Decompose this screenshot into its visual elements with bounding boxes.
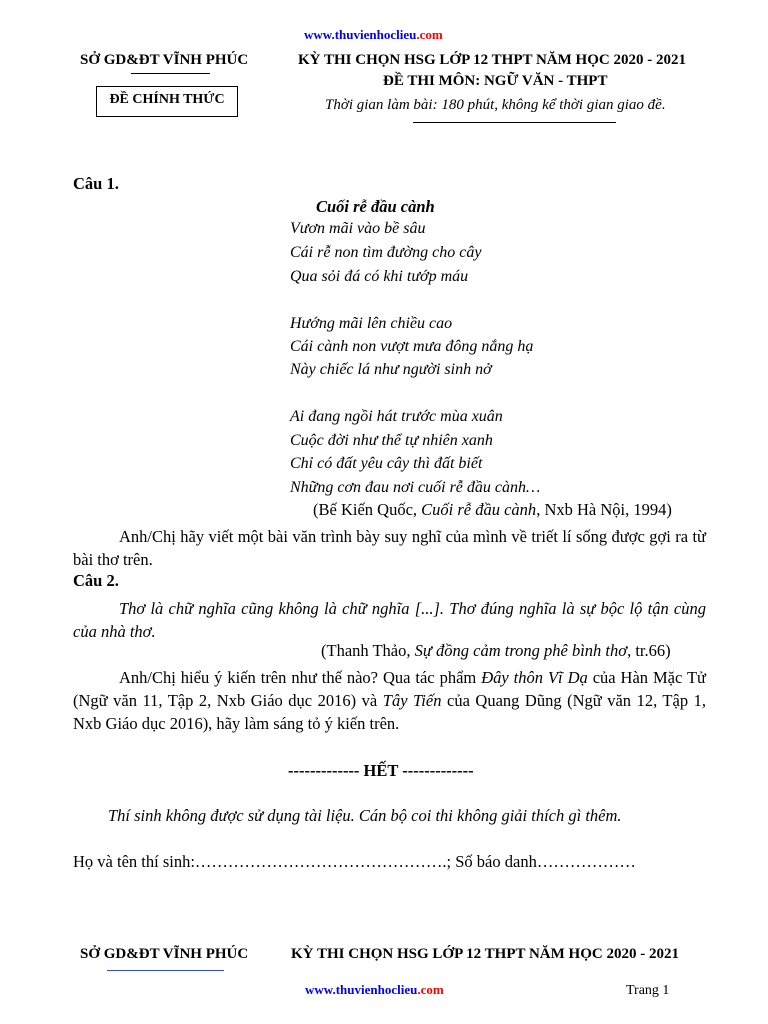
quote-source: [321, 641, 671, 661]
poem-line: Hướng mãi lên chiều cao: [290, 315, 453, 332]
poem-line: Chỉ có đất yêu cây thì đất biết: [290, 455, 483, 472]
poem-line: Qua sỏi đá có khi tướp máu: [290, 268, 469, 285]
poem-source: [313, 500, 672, 520]
poem-title: Cuối rễ đầu cành: [316, 197, 435, 216]
prompt-text: của Quang Dũng (Ngữ văn 12, Tập 1, Nxb Giáo dục 2016), hãy làm sáng tỏ ý kiến trên.: [73, 691, 706, 733]
exam-subject: ĐỀ THI MÔN: NGỮ VĂN - THPT: [383, 73, 608, 89]
source-work: Cuối rễ đầu cành: [421, 500, 537, 519]
work-title: Tây Tiến: [382, 691, 442, 710]
time-note: Thời gian làm bài: 180 phút, không kể thời gian giao đề.: [325, 97, 666, 113]
question-2-prompt: [73, 666, 706, 735]
poem-line: Vươn mãi vào bề sâu: [290, 220, 426, 237]
poem-line: Này chiếc lá như người sinh nở: [290, 361, 492, 378]
work-title: Đây thôn Vĩ Dạ: [481, 668, 588, 687]
question-2-quote: Thơ là chữ nghĩa cũng không là chữ nghĩa [...]. Thơ đúng nghĩa là sự bộc lộ tận cùng của nhà thơ.: [73, 599, 706, 641]
candidate-info-line: Họ và tên thí sinh:……………………………………….; Số báo danh………………: [73, 852, 636, 871]
website-main: www.thuvienhoclieu: [305, 982, 418, 997]
footer-department: SỞ GD&ĐT VĨNH PHÚC: [80, 946, 249, 962]
header-underline: [413, 122, 616, 123]
department-name: SỞ GD&ĐT VĨNH PHÚC: [80, 52, 249, 68]
poem-line: Cái cành non vượt mưa đông nắng hạ: [290, 338, 534, 355]
source-work: Sự đồng cảm trong phê bình thơ: [414, 641, 628, 660]
footer-underline: [107, 970, 224, 971]
poem-line: Ai đang ngồi hát trước mùa xuân: [290, 408, 503, 425]
page-number: Trang 1: [626, 983, 670, 998]
poem-line: Những cơn đau nơi cuối rễ đầu cành…: [290, 479, 541, 496]
official-label: ĐỀ CHÍNH THỨC: [109, 92, 225, 107]
exam-note: Thí sinh không được sử dụng tài liệu. Cán bộ coi thi không giải thích gì thêm.: [108, 806, 622, 825]
source-prefix: (Bế Kiến Quốc,: [313, 500, 422, 519]
question-1-label: Câu 1.: [73, 174, 119, 193]
website-link-top[interactable]: [304, 27, 443, 43]
source-suffix: , tr.66): [627, 641, 671, 660]
source-prefix: (Thanh Thảo,: [321, 641, 415, 660]
end-marker: ------------- HẾT -------------: [288, 761, 474, 780]
website-tld: .com: [417, 982, 444, 997]
website-link-bottom[interactable]: [305, 982, 444, 998]
poem-line: Cái rễ non tìm đường cho cây: [290, 244, 482, 261]
source-suffix: , Nxb Hà Nội, 1994): [536, 500, 672, 519]
prompt-text: Anh/Chị hiểu ý kiến trên như thế nào? Qua tác phẩm: [119, 668, 482, 687]
footer-exam-title: KỲ THI CHỌN HSG LỚP 12 THPT NĂM HỌC 2020 - 2021: [291, 946, 679, 962]
department-underline: [131, 73, 210, 74]
question-2-label: Câu 2.: [73, 571, 119, 590]
website-tld: .com: [416, 27, 443, 42]
prompt-text: của Hàn Mặc Tử (Ngữ văn 11, Tập 2, Nxb Giáo dục 2016) và: [73, 668, 707, 710]
website-main: www.thuvienhoclieu: [304, 27, 417, 42]
exam-title: KỲ THI CHỌN HSG LỚP 12 THPT NĂM HỌC 2020 - 2021: [298, 52, 686, 68]
poem-line: Cuộc đời như thể tự nhiên xanh: [290, 432, 493, 449]
question-1-prompt: Anh/Chị hãy viết một bài văn trình bày suy nghĩ của mình về triết lí sống được gợi ra từ bài thơ trên.: [73, 527, 706, 569]
